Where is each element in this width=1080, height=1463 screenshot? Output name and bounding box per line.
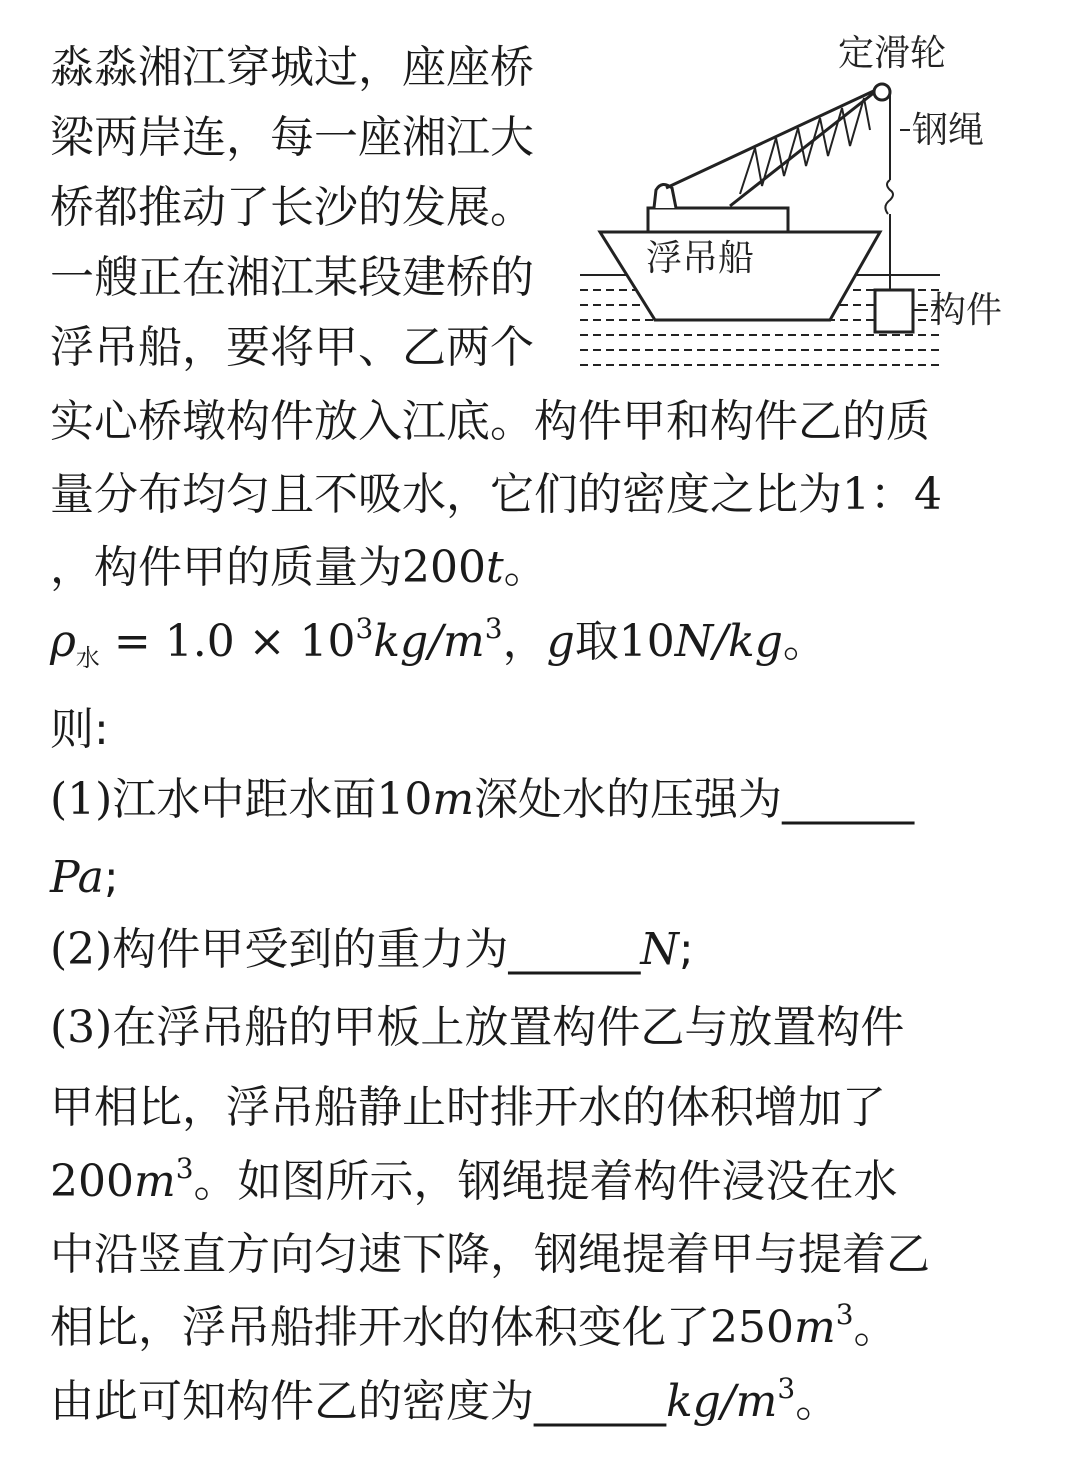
- component-label: 构件: [930, 290, 1003, 331]
- question-3-line-2: 甲相比，浮吊船静止时排开水的体积增加了: [50, 1082, 886, 1133]
- question-3-line-5: 相比，浮吊船排开水的体积变化了$250m^3$。: [50, 1298, 898, 1353]
- question-2: (2)构件甲受到的重力为______N;: [50, 920, 694, 980]
- rope-label: 钢绳: [912, 110, 985, 151]
- answer-blank-1[interactable]: ______: [782, 774, 915, 825]
- question-3-line-1: (3)在浮吊船的甲板上放置构件乙与放置构件: [50, 1002, 905, 1053]
- intro-line-5: 浮吊船，要将甲、乙两个: [50, 322, 534, 373]
- answer-blank-3[interactable]: ______: [534, 1376, 666, 1427]
- then-label: 则:: [50, 704, 109, 755]
- question-3-line-3: $200m^3$。如图所示，钢绳提着构件浸没在水: [50, 1152, 898, 1207]
- question-1-unit: Pa;: [50, 852, 119, 903]
- intro-line-8: ，构件甲的质量为200t。: [50, 542, 548, 593]
- intro-line-1: 淼淼湘江穿城过，座座桥: [50, 42, 534, 93]
- intro-line-4: 一艘正在湘江某段建桥的: [50, 252, 534, 303]
- question-3-line-4: 中沿竖直方向匀速下降，钢绳提着甲与提着乙: [50, 1229, 930, 1280]
- intro-line-3: 桥都推动了长沙的发展。: [50, 182, 534, 233]
- pulley-icon: [874, 84, 890, 100]
- intro-line-6: 实心桥墩构件放入江底。构件甲和构件乙的质: [50, 396, 930, 447]
- crane-ship-figure: [580, 20, 1050, 380]
- answer-blank-2[interactable]: ______: [508, 924, 641, 975]
- constants-line: $\rho_水 = 1.0 \times 10^3kg/m^3$，g取10N/kg。: [50, 612, 827, 672]
- hook-icon: [885, 180, 893, 290]
- component-block: [875, 290, 913, 332]
- intro-line-7: 量分布均匀且不吸水，它们的密度之比为1：4: [50, 469, 942, 520]
- mass-value: 200: [402, 542, 486, 593]
- density-ratio: 1：4: [842, 469, 942, 520]
- question-3-line-6: 由此可知构件乙的密度为$\_\_\_\_\_\_kg/m^3$。: [50, 1372, 839, 1432]
- crane-base: [654, 184, 676, 208]
- boat-label: 浮吊船: [646, 238, 755, 279]
- pulley-label: 定滑轮: [838, 33, 947, 74]
- intro-line-2: 梁两岸连，每一座湘江大: [50, 112, 534, 163]
- boat-deck: [648, 208, 788, 232]
- question-1: (1)江水中距水面10m深处水的压强为______: [50, 770, 914, 830]
